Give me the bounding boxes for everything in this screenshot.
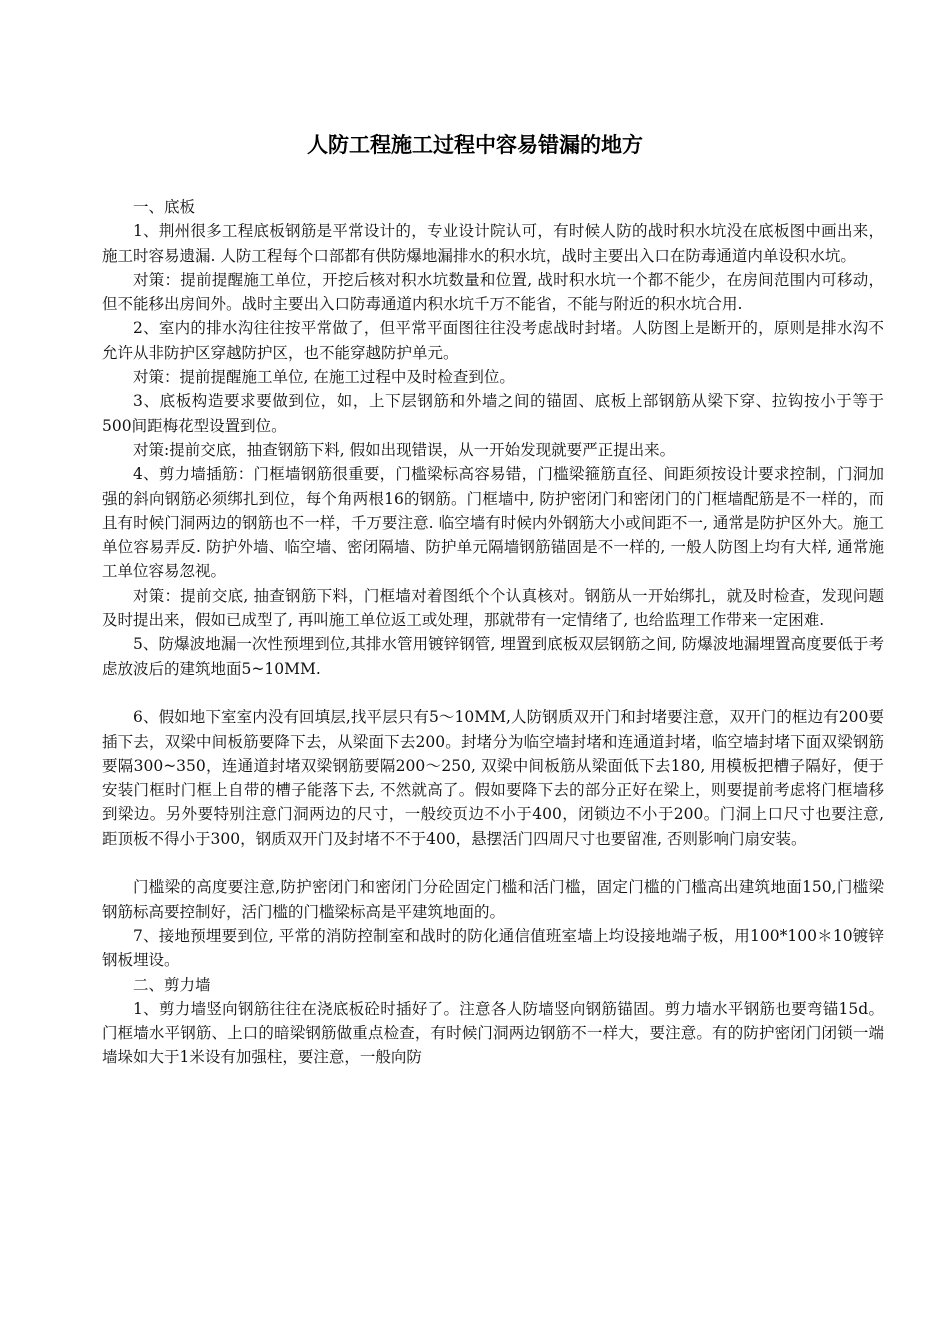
paragraph: 7、接地预埋要到位, 平常的消防控制室和战时的防化通信值班室墙上均设接地端子板，用100*100＊10镀锌钢板埋设。 bbox=[102, 926, 884, 970]
paragraph: 二、剪力墙 bbox=[133, 975, 211, 994]
document-title: 人防工程施工过程中容易错漏的地方 bbox=[307, 133, 643, 157]
paragraph: 一、底板 bbox=[133, 198, 196, 216]
paragraph: 门槛梁的高度要注意,防护密闭门和密闭门分砼固定门槛和活门槛，固定门槛的门槛高出建筑地面150,门槛梁钢筋标高要控制好，活门槛的门槛梁标高是平建筑地面的。 bbox=[102, 878, 884, 921]
paragraph: 对策:提前交底，抽查钢筋下料, 假如出现错误，从一开始发现就要严正提出来。 bbox=[133, 440, 676, 459]
document-body bbox=[102, 195, 884, 1070]
paragraph: 3、底板构造要求要做到位，如，上下层钢筋和外墙之间的锚固、底板上部钢筋从梁下穿、拉钩按小于等于500间距梅花型设置到位。 bbox=[102, 392, 884, 435]
paragraph: 2、室内的排水沟往往按平常做了，但平常平面图往往没考虑战时封堵。人防图上是断开的，原则是排水沟不允许从非防护区穿越防护区，也不能穿越防护单元。 bbox=[102, 319, 884, 362]
paragraph: 6、假如地下室室内没有回填层,找平层只有5～10MM,人防钢质双开门和封堵要注意，双开门的框边有200要插下去，双梁中间板筋要降下去，从梁面下去200。封堵分为临空墙封堵和连通道封堵，临空墙封堵下面双梁钢筋要隔300~350，连通道封堵双梁钢筋要隔200～250, 双梁中间板筋从梁面低下去180, 用模板把槽子隔好，便于安装门框时门框上自带的槽子能落下去, 不然就高了。假如要降下去的部分正好在梁上，则要提前考虑将门框墙移到梁边。另外要特别注意门洞两边的尺寸，一般绞页边不小于400，闭锁边不小于200。门洞上口尺寸也要注意, 距顶板不得小于300，钢质双开门及封堵不不于400，悬摆活门四周尺寸也要留准, 否则影响门扇安装。 bbox=[102, 708, 884, 848]
paragraph: 对策：提前提醒施工单位, 在施工过程中及时检查到位。 bbox=[133, 368, 515, 387]
blank-line bbox=[102, 681, 884, 705]
paragraph: 对策：提前交底, 抽查钢筋下料，门框墙对着图纸个个认真核对。钢筋从一开始绑扎，就及时检查，发现问题及时提出来，假如已成型了, 再叫施工单位返工或处理，那就带有一定情绪了, 也给监理工作带来一定困难. bbox=[102, 586, 884, 630]
paragraph: 4、剪力墙插筋：门框墙钢筋很重要，门槛梁标高容易错，门槛梁箍筋直径、间距须按设计要求控制，门洞加强的斜向钢筋必须绑扎到位，每个角两根16的钢筋。门框墙中, 防护密闭门和密闭门的门框墙配筋是不一样的，而且有时候门洞两边的钢筋也不一样，千万要注意. 临空墙有时候内外钢筋大小或间距不一, 通常是防护区外大。施工单位容易弄反. 防护外墙、临空墙、密闭隔墙、防护单元隔墙钢筋锚固是不一样的, 一般人防图上均有大样, 通常施工单位容易忽视。 bbox=[102, 465, 884, 581]
paragraph: 1、荆州很多工程底板钢筋是平常设计的，专业设计院认可，有时候人防的战时积水坑没在底板图中画出来，施工时容易遗漏. 人防工程每个口部都有供防爆地漏排水的积水坑，战时主要出入口在防毒通道内单设积水坑。 bbox=[102, 222, 884, 265]
paragraph: 对策：提前提醒施工单位，开挖后核对积水坑数量和位置, 战时积水坑一个都不能少，在房间范围内可移动，但不能移出房间外。战时主要出入口防毒通道内积水坑千万不能省，不能与附近的积水坑合用. bbox=[102, 270, 884, 314]
blank-line bbox=[102, 851, 884, 875]
paragraph: 1、剪力墙竖向钢筋往往在浇底板砼时插好了。注意各人防墙竖向钢筋锚固。剪力墙水平钢筋也要弯锚15d。门框墙水平钢筋、上口的暗梁钢筋做重点检查，有时候门洞两边钢筋不一样大，要注意。有的防护密闭门闭锁一端墙垛如大于1米设有加强柱，要注意，一般向防 bbox=[102, 999, 884, 1067]
paragraph: 5、防爆波地漏一次性预埋到位,其排水管用镀锌钢管, 埋置到底板双层钢筋之间, 防爆波地漏埋置高度要低于考虑放波后的建筑地面5~10MM. bbox=[102, 635, 884, 678]
